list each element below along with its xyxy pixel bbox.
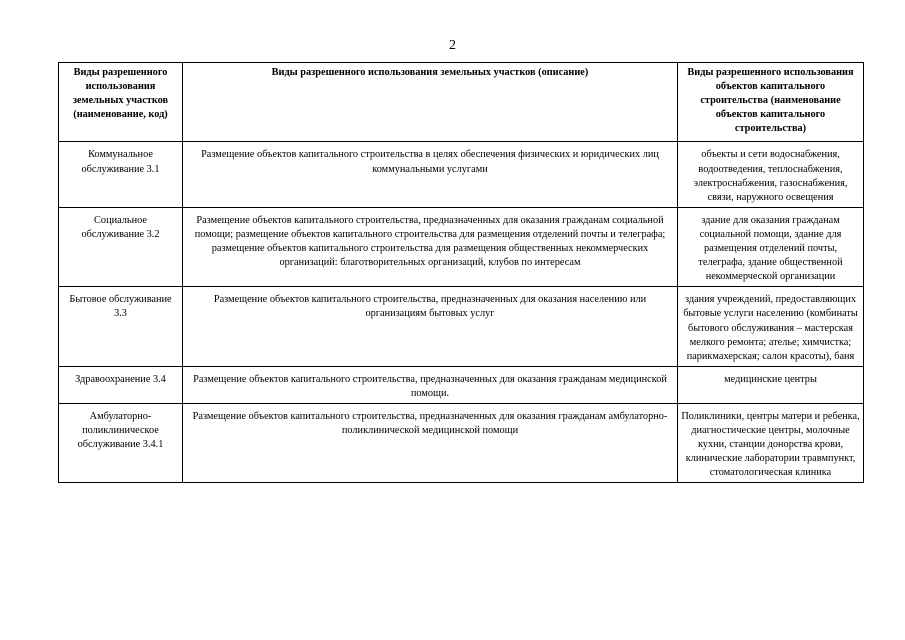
row-description: Размещение объектов капитального строительства в целях обеспечения физических и юридических лиц коммунальными услугами	[183, 142, 678, 207]
table-row	[59, 142, 864, 207]
row-land-use-name: Бытовое обслуживание 3.3	[59, 287, 183, 366]
header-land-use-description: Виды разрешенного использования земельных участков (описание)	[183, 63, 678, 142]
table-row	[59, 403, 864, 482]
page-number: 2	[449, 38, 456, 53]
table-row	[59, 366, 864, 403]
row-objects: медицинские центры	[678, 366, 864, 403]
header-construction-objects: Виды разрешенного использования объектов капитального строительства (наименование объектов капитального строительства)	[678, 63, 864, 142]
land-use-table	[58, 62, 864, 483]
row-description: Размещение объектов капитального строительства, предназначенных для оказания гражданам амбулаторно-поликлинической медицинской помощи	[183, 403, 678, 482]
row-objects: здания учреждений, предоставляющих бытовые услуги населению (комбинаты бытового обслуживания – мастерская мелкого ремонта; ателье; химчистка; парикмахерская; салон красоты), баня	[678, 287, 864, 366]
row-description: Размещение объектов капитального строительства, предназначенных для оказания гражданам социальной помощи; размещение объектов капитального строительства для размещения отделений почты и телеграфа; размещение объектов капитального строительства для размещения общественных некоммерческих организаций: благотворительных организаций, клубов по интересам	[183, 207, 678, 286]
row-objects: объекты и сети водоснабжения, водоотведения, теплоснабжения, электроснабжения, газоснабжения, связи, наружного освещения	[678, 142, 864, 207]
header-land-use-name: Виды разрешенного использования земельных участков (наименование, код)	[59, 63, 183, 142]
row-description: Размещение объектов капитального строительства, предназначенных для оказания населению или организациям бытовых услуг	[183, 287, 678, 366]
row-land-use-name: Здравоохранение 3.4	[59, 366, 183, 403]
row-objects: здание для оказания гражданам социальной помощи, здание для размещения отделений почты, телеграфа, здание общественной некоммерческой организации	[678, 207, 864, 286]
row-land-use-name: Социальное обслуживание 3.2	[59, 207, 183, 286]
row-land-use-name: Амбулаторно-поликлиническое обслуживание 3.4.1	[59, 403, 183, 482]
row-objects: Поликлиники, центры матери и ребенка, диагностические центры, молочные кухни, станции донорства крови, клинические лаборатории травмпункт, стоматологическая клиника	[678, 403, 864, 482]
row-description: Размещение объектов капитального строительства, предназначенных для оказания гражданам медицинской помощи.	[183, 366, 678, 403]
table-row	[59, 287, 864, 366]
table-header-row	[59, 63, 864, 142]
row-land-use-name: Коммунальное обслуживание 3.1	[59, 142, 183, 207]
table-row	[59, 207, 864, 286]
